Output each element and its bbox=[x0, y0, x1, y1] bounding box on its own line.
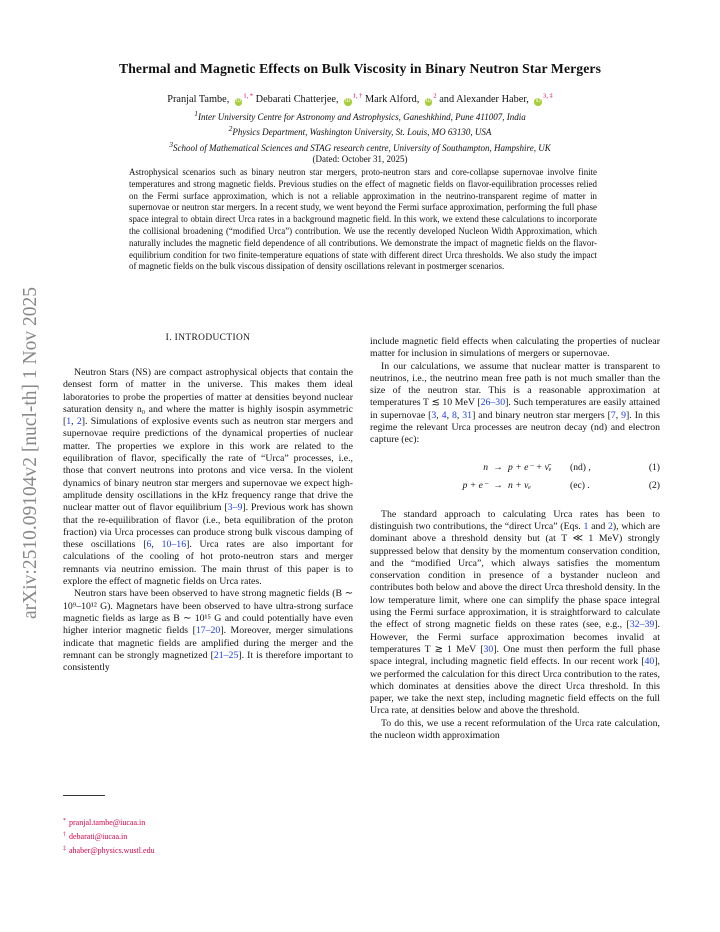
citation-link[interactable]: 40 bbox=[644, 656, 655, 668]
author bbox=[439, 94, 552, 105]
author-list bbox=[60, 93, 660, 106]
left-column bbox=[63, 332, 353, 674]
footnote bbox=[63, 815, 353, 829]
equation-tag: (nd) , bbox=[570, 461, 591, 473]
paper-title: Thermal and Magnetic Effects on Bulk Viscosity in Binary Neutron Star Mergers bbox=[118, 61, 602, 76]
arxiv-stamp bbox=[14, 258, 48, 648]
author-affiliation-marks: 3, ‡ bbox=[542, 93, 553, 100]
author-affiliation-marks: 1, † bbox=[352, 93, 363, 100]
footnote-rule bbox=[63, 795, 105, 796]
author bbox=[365, 94, 437, 105]
citation-link[interactable]: 10–16 bbox=[161, 539, 187, 551]
author-name: Debarati Chatterjee, bbox=[255, 94, 342, 106]
author-affiliation-marks: 2 bbox=[433, 93, 437, 100]
citation-link[interactable]: 2 bbox=[76, 416, 82, 428]
orcid-icon[interactable]: iD bbox=[345, 98, 351, 105]
email-link[interactable]: ahaber@physics.wustl.edu bbox=[69, 846, 155, 855]
right-paragraphs-top bbox=[370, 336, 660, 447]
arxiv-id: arXiv:2510.09104v2 [nucl-th] 1 Nov 2025 bbox=[20, 287, 41, 619]
citation-link[interactable]: 9 bbox=[621, 409, 627, 421]
author-name: and Alexander Haber, bbox=[439, 94, 532, 106]
citation-link[interactable]: 4 bbox=[441, 409, 447, 421]
footnote-mark: * bbox=[63, 818, 66, 824]
email-link[interactable]: debarati@iucaa.in bbox=[69, 832, 128, 841]
equations bbox=[370, 459, 660, 495]
equation bbox=[370, 459, 660, 477]
author-affiliation-marks: 1, * bbox=[243, 93, 254, 100]
right-paragraphs-bottom bbox=[370, 509, 660, 743]
citation-link[interactable]: 7 bbox=[610, 409, 616, 421]
footnote bbox=[63, 829, 353, 843]
email-link[interactable]: pranjal.tambe@iucaa.in bbox=[69, 818, 146, 827]
paragraph: To do this, we use a recent reformulation of the Urca rate calculation, the nucleon width approximation bbox=[370, 717, 660, 742]
equation-lhs: p + e⁻ bbox=[462, 479, 488, 491]
footnote-mark: † bbox=[63, 832, 66, 838]
dated-line: (Dated: October 31, 2025) bbox=[312, 153, 408, 164]
section-heading: I. INTRODUCTION bbox=[165, 333, 251, 343]
paragraph: The standard approach to calculating Urca rates has been to distinguish two contributions, the “direct Urca” (Eqs. 1 and 2), which are dominant above a threshold density but (at T ≪ 1 MeV) strongly suppressed below that density by the momentum conservation condition, and the “modified Urca”, which always satisfies the momentum conservation condition in presence of a bystander nucleon and contributes both below and above the direct Urca threshold density. In the low temperature limit, where one can simplify the phase space integral using the Fermi surface approximation, it is straightforward to calculate the effect of strong magnetic fields on these rates (see, e.g., [32–39]. However, the Fermi surface approximation becomes invalid at temperatures T ≳ 1 MeV [30]. One must then perform the full phase space integral, including magnetic field effects. In our recent work [40], we performed the calculation for this direct Urca contribution to the rates, which dominates at densities above the direct Urca threshold. In this paper, we take the next step, including magnetic field effects on the full Urca rate, at densities below and above the threshold. bbox=[370, 508, 661, 717]
citation-link[interactable]: 8 bbox=[451, 409, 457, 421]
citation-link[interactable]: 30 bbox=[483, 643, 494, 655]
right-column bbox=[370, 336, 660, 742]
left-paragraphs bbox=[63, 367, 353, 674]
citation-link[interactable]: 3 bbox=[431, 409, 437, 421]
equation-number: (1) bbox=[648, 461, 660, 473]
equation-ref-link[interactable]: 1 bbox=[583, 520, 589, 532]
equation bbox=[370, 477, 660, 495]
orcid-icon[interactable]: iD bbox=[235, 98, 242, 105]
equation-rhs: p + e⁻ + ν̄ₑ bbox=[508, 461, 552, 473]
author-name: Mark Alford, bbox=[364, 94, 422, 106]
citation-link[interactable]: 6 bbox=[146, 539, 152, 551]
equation-lhs: n bbox=[483, 461, 488, 473]
author bbox=[167, 94, 253, 105]
paragraph: include magnetic field effects when calculating the properties of nuclear matter for inclusion in simulations of mergers or supernovae. bbox=[370, 336, 660, 360]
arrow-icon: → bbox=[493, 461, 503, 473]
citation-link[interactable]: 31 bbox=[462, 409, 473, 421]
citation-link[interactable]: 3–9 bbox=[227, 502, 243, 514]
arrow-icon: → bbox=[493, 479, 503, 491]
affiliation-3: $^3$School of Mathematical Sciences and STAG research centre, University of Southampton, Hampshire, UK bbox=[169, 139, 551, 153]
affiliations bbox=[60, 108, 660, 165]
equation-number: (2) bbox=[648, 479, 660, 491]
citation-link[interactable]: 1 bbox=[66, 416, 72, 428]
citation-link[interactable]: 17–20 bbox=[195, 625, 221, 637]
abstract: Astrophysical scenarios such as binary neutron star mergers, proto-neutron stars and core-collapse supernovae involve finite temperatures and strong magnetic fields. Previous studies on the effect of magnetic fields on flavor-equilibration processes relied on the Fermi surface approximation, which is not a reliable approximation in the neutrino-transparent regime of matter in supernovae or neutron star mergers. In a recent study, we went beyond the Fermi surface approximation, performing the full phase space integral to obtain direct Urca rates in a background magnetic field. In this work, we extend these calculations to incorporate the collisional broadening (“modified Urca”) contribution. We use the recently developed Nucleon Width Approximation, which naturally includes the magnetic field dependence of all contributions. We demonstrate the impact of magnetic fields on the flavor-equilibrium condition for two finite-temperature equations of state with different direct Urca thresholds. We also study the impact of magnetic fields on the bulk viscous dissipation of density oscillations relevant in postmerger scenarios. bbox=[129, 167, 597, 272]
citation-link[interactable]: 21–25 bbox=[213, 649, 239, 661]
author bbox=[256, 94, 363, 105]
equation-tag: (ec) . bbox=[570, 479, 590, 491]
equation-rhs: n + νₑ bbox=[508, 479, 531, 491]
paragraph: Neutron stars have been observed to have strong magnetic fields (B ∼ 10⁹–10¹² G). Magnetars have been observed to have ultra-strong surface magnetic fields as large as B ∼ 10¹⁵ G and could potentially have even higher interior magnetic fields [17–20]. Moreover, merger simulations indicate that magnetic fields are amplified during the merger and the remnant can be strongly magnetized [21–25]. It is therefore important to consistently bbox=[63, 588, 354, 674]
paragraph: Neutron Stars (NS) are compact astrophysical objects that contain the densest form of matter in the universe. This makes them ideal laboratories to probe the properties of matter at densities beyond nuclear saturation density n₀ and where the matter is highly isospin asymmetric [1, 2]. Simulations of explosive events such as neutron star mergers and supernovae require predictions of the dynamical properties of nuclear matter. The properties we explore in this work are related to the equilibration of flavor, specifically the rate of “Urca” processes, i.e., those that convert neutrons into protons and vice versa. In the violent dynamics of binary neutron star mergers and supernovae we expect high-amplitude density oscillations in the kHz frequency range that drive the nuclear matter out of flavor equilibrium [3–9]. Previous work has shown that the re-equilibration of flavor (i.e., beta equilibration of the proton fraction) via Urca processes can produce strong bulk viscous damping of these oscillations [6, 10–16]. Urca rates are also important for calculations of the cooling of hot proto-neutron stars and merger remnants via neutrino emission. The main thrust of this paper is to explore the effect of magnetic fields on Urca rates. bbox=[63, 367, 353, 588]
orcid-icon[interactable]: iD bbox=[426, 98, 432, 105]
footnotes bbox=[63, 815, 353, 857]
equation-ref-link[interactable]: 2 bbox=[608, 520, 613, 532]
orcid-icon[interactable]: iD bbox=[535, 98, 541, 105]
paragraph: In our calculations, we assume that nuclear matter is transparent to neutrinos, i.e., the neutrino mean free path is not much smaller than the size of the neutron star. This is a reasonable approximation at temperatures T ≲ 10 MeV [26–30]. Such temperatures are easily attained in supernovae [3, 4, 8, 31] and binary neutron star mergers [7, 9]. In this regime the relevant Urca processes are neutron decay (nd) and electron capture (ec): bbox=[370, 360, 660, 446]
citation-link[interactable]: 26–30 bbox=[480, 397, 506, 409]
affiliation-1: $^1$Inter University Centre for Astronomy and Astrophysics, Ganeshkhind, Pune 411007, India bbox=[194, 109, 526, 122]
footnote bbox=[63, 843, 353, 857]
citation-link[interactable]: 32–39 bbox=[629, 619, 655, 631]
footnote-mark: ‡ bbox=[63, 846, 66, 852]
affiliation-2: $^2$Physics Department, Washington University, St. Louis, MO 63130, USA bbox=[228, 124, 492, 138]
author-name: Pranjal Tambe, bbox=[167, 94, 232, 106]
